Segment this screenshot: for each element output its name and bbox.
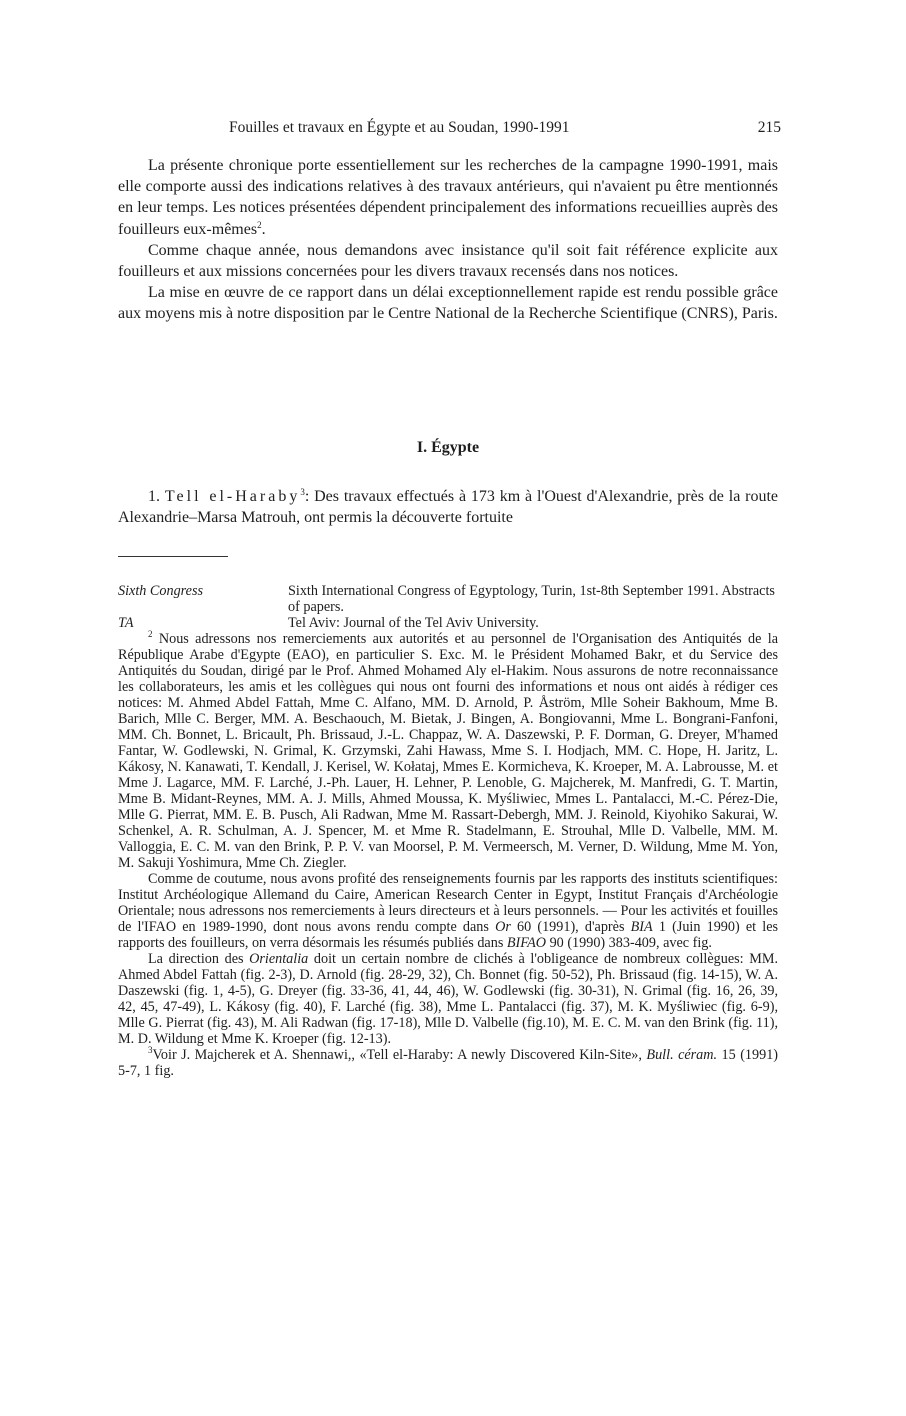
footnote-ref-3[interactable]: 3 (300, 487, 305, 497)
abbreviation-row (118, 583, 778, 615)
footnotes (118, 583, 778, 1079)
footnote-2 (118, 631, 778, 871)
abbreviation-row (118, 615, 778, 631)
intro-paragraph-1-text: La présente chronique porte essentiellement sur les recherches de la campagne 1990-1991, mais elle comporte aussi des indications relatives à des travaux antérieurs, qui n'avaient pu être mentionnés en leur temps. Les notices présentées dépendent principalement des informations recueillies auprès des fouilleurs eux-mêmes (118, 157, 778, 238)
intro-text (118, 155, 778, 325)
journal-bull-ceram: Bull. céram. (646, 1047, 718, 1063)
section-item (118, 486, 778, 528)
page-number: 215 (757, 119, 781, 136)
abbreviation-value: Tel Aviv: Journal of the Tel Aviv University. (288, 615, 539, 631)
abbreviation-value: Sixth International Congress of Egyptology, Turin, 1st-8th September 1991. Abstracts of papers. (288, 583, 775, 615)
footnote-2-paragraph-2 (118, 871, 778, 951)
fn2-p2-part-d: 90 (1990) 383-409, avec fig. (549, 935, 712, 951)
footnote-2-text: Nous adressons nos remerciements aux autorités et au personnel de l'Organisation des Antiquités de la République Arabe d'Egypte (EAO), en particulier S. Exc. M. le Président Mohamed Bakr, et du Service des Antiquités du Soudan, dirigé par le Prof. Ahmed Mohamed Aly el-Hakim. Nous assurons de notre reconnaissance les collaborateurs, les amis et les collègues qui nous ont fourni des informations et nous ont aidés à rédiger ces notices: M. Ahmed Abdel Fattah, Mme C. Alfano, MM. D. Arnold, P. Åström, Mlle Soheir Bakhoum, Mme B. Barich, Mlle C. Berger, MM. A. Beschaouch, M. Bietak, J. Bingen, A. Bongiovanni, Mme L. Bongrani-Fanfoni, MM. Ch. Bonnet, L. Bricault, Ph. Brissaud, J.-L. Chappaz, W. A. Daszewski, P. F. Dorman, G. Dreyer, M'hamed Fantar, W. Godlewski, N. Grimal, K. Grzymski, Zahi Hawass, Mme S. I. Hodjach, MM. C. Hope, H. Jaritz, L. Kákosy, N. Kanawati, T. Kendall, J. Kerisel, W. Kołataj, Mmes E. Kormicheva, K. Kroeper, M. A. Labrousse, M. et Mme J. Lagarce, MM. F. Larché, J.-Ph. Lauer, H. Lehner, P. Lenoble, G. Majcherek, M. Manfredi, G. T. Martin, Mme B. Midant-Reynes, MM. A. J. Mills, Ahmed Moussa, K. Myśliwiec, Mmes L. Pantalacci, M.-C. Pérez-Die, Mlle G. Pierrat, MM. E. B. Pusch, Ali Radwan, Mme M. Rassart-Debergh, MM. J. Reinold, Kiyohiko Sakurai, W. Schenkel, A. R. Schulman, A. J. Spencer, M. et Mme R. Stadelmann, E. Strouhal, Mlle D. Valbelle, MM. M. Valloggia, E. C. M. van den Brink, P. P. V. van Moorsel, P. M. Vermeersch, M. Verner, D. Wildung, Mme M. Yon, M. Sakuji Yoshimura, Mme Ch. Ziegler. (118, 631, 779, 871)
fn2-p3-part-b: doit un certain nombre de clichés à l'obligeance de nombreux collègues: MM. Ahmed Abdel Fattah (fig. 2-3), D. Arnold (fig. 28-29, 32), Ch. Bonnet (fig. 50-52), Ph. Brissaud (fig. 14-15), W. A. Daszewski (fig. 1, 4-5), G. Dreyer (fig. 33-36, 41, 44, 46), W. Godlewski (fig. 30-31), N. Grimal (fig. 16, 26, 39, 42, 45, 47-49), L. Kákosy (fig. 40), F. Larché (fig. 38), Mme L. Pantalacci (fig. 37), M. K. Myśliwiec (fig. 6-9), Mlle G. Pierrat (fig. 43), M. Ali Radwan (fig. 17-18), Mlle D. Valbelle (fig.10), M. E. C. M. van den Brink (fig. 11), M. D. Wildung et Mme K. Kroeper (fig. 12-13). (118, 951, 778, 1047)
intro-paragraph-1 (118, 155, 778, 240)
item-site: Tell el-Haraby (164, 488, 301, 505)
footnote-ref-2[interactable]: 2 (257, 219, 262, 230)
intro-paragraph-2: Comme chaque année, nous demandons avec insistance qu'il soit fait référence explicite aux fouilleurs et aux missions concernées pour les divers travaux recensés dans nos notices. (118, 241, 778, 281)
footnote-2-paragraph-3 (118, 951, 778, 1047)
item-number: 1. (148, 488, 160, 505)
item-text: : Des travaux effectués à 173 km à l'Ouest d'Alexandrie, près de la route Alexandrie–Marsa Matrouh, ont permis la découverte fortuite (118, 488, 779, 527)
fn2-p2-part-b: 60 (1991), d'après (517, 919, 625, 935)
running-header (121, 119, 781, 141)
section-heading: I. Égypte (416, 439, 480, 456)
fn3-part-a: Voir J. Majcherek et A. Shennawi,, «Tell el-Haraby: A newly Discovered Kiln-Site», (152, 1047, 642, 1063)
fn2-p2-part-c: 1 (Juin 1990) et les rapports des fouilleurs, on verra désormais les résumés publiés dans (118, 919, 779, 951)
journal-orientalia: Orientalia (249, 951, 309, 967)
journal-bia: BIA (630, 919, 653, 935)
abbreviation-key: Sixth Congress (118, 583, 203, 599)
running-title: Fouilles et travaux en Égypte et au Soudan, 1990-1991 (229, 119, 570, 136)
footnote-3 (118, 1047, 778, 1079)
footnote-3-number: 3 (148, 1045, 153, 1055)
journal-or: Or (495, 919, 511, 935)
footnote-divider (118, 556, 228, 557)
intro-paragraph-3: La mise en œuvre de ce rapport dans un délai exceptionnellement rapide est rendu possible grâce aux moyens mis à notre disposition par le Centre National de la Recherche Scientifique (CNRS), Paris. (118, 284, 778, 323)
intro-paragraph-1-end: . (261, 220, 266, 238)
fn2-p3-part-a: La direction des (148, 951, 244, 967)
journal-bifao: BIFAO (506, 935, 547, 951)
fn3-part-b: 15 (1991) 5-7, 1 fig. (118, 1047, 779, 1079)
footnote-2-number: 2 (148, 629, 153, 639)
abbreviation-key: TA (118, 615, 134, 631)
fn2-p2-part-a: Comme de coutume, nous avons profité des renseignements fournis par les rapports des instituts scientifiques: Institut Archéologique Allemand du Caire, American Research Center in Egypt, Institut Français d'Archéologie Orientale; nous adressons nos remerciements à leurs directeurs et à leurs personnels. — Pour les activités et fouilles de l'IFAO en 1989-1990, dont nous avons rendu compte dans (118, 871, 778, 935)
